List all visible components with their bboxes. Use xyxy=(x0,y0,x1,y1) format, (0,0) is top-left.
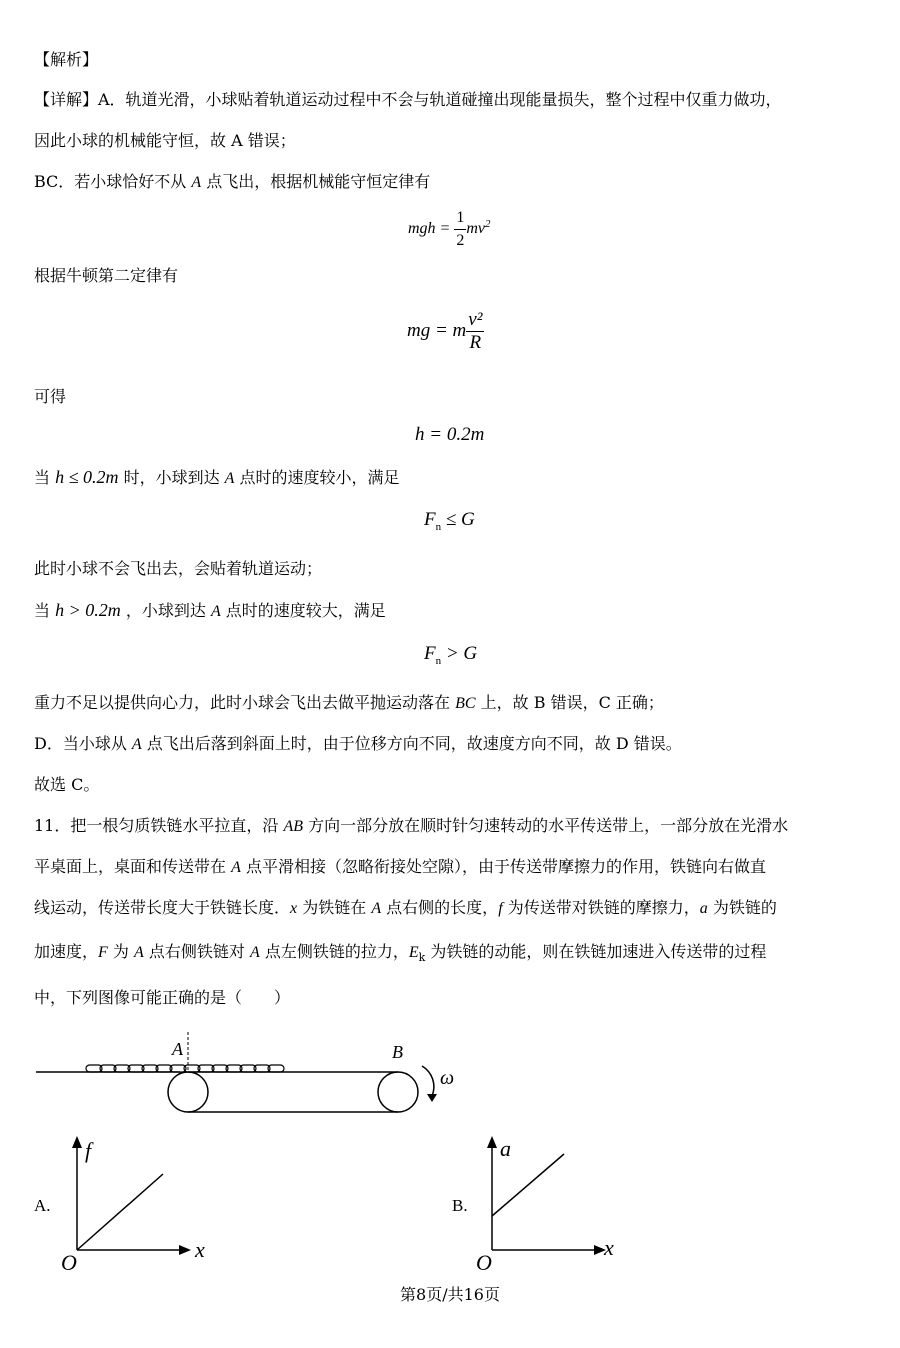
option-b-ylabel: a xyxy=(500,1136,511,1161)
when2-post: 点时的速度较大，满足 xyxy=(220,601,386,620)
rotation-arrow-icon xyxy=(422,1066,434,1096)
q11-l3-x: x xyxy=(290,900,298,917)
diagram-label-a: A xyxy=(172,1039,183,1059)
q11-line-5: 中，下列图像可能正确的是（ ） xyxy=(34,988,291,1007)
q11-l4-F: F xyxy=(98,944,108,961)
bc-point-a: A xyxy=(191,174,202,191)
q11-l1-ab: AB xyxy=(283,818,303,835)
detail-line-1: 【详解】A．轨道光滑，小球贴着轨道运动过程中不会与轨道碰撞出现能量损失，整个过程中仅重力做功， xyxy=(34,90,782,109)
q11-l4-post: 为铁链的动能，则在铁链加速进入传送带的过程 xyxy=(425,942,767,961)
q11-line-3 xyxy=(34,896,777,921)
left-pulley xyxy=(168,1072,208,1112)
when1-post: 点时的速度较小，满足 xyxy=(234,468,400,487)
eq2-num: v² xyxy=(468,309,483,330)
q11-l2-a: A xyxy=(231,859,241,876)
option-a-xlabel: x xyxy=(195,1237,205,1262)
eq4-rel: ≤ G xyxy=(441,509,475,530)
eq4-f: F xyxy=(424,509,436,530)
when1-point-a: A xyxy=(224,470,235,487)
gravity-pre: 重力不足以提供向心力，此时小球会飞出去做平抛运动落在 xyxy=(34,693,456,712)
q11-l3-f: f xyxy=(498,900,503,917)
option-b-xlabel: x xyxy=(604,1235,614,1260)
equation-h-result: h = 0.2m xyxy=(415,424,485,445)
q11-line-2 xyxy=(34,855,766,880)
option-b-origin: O xyxy=(476,1250,492,1274)
option-a-letter: A. xyxy=(34,1196,51,1215)
conveyor-diagram xyxy=(30,1030,470,1120)
option-a-graph xyxy=(55,1132,225,1274)
when2-mid: ，小球到达 xyxy=(120,601,211,620)
page-footer: 第8页/共16页 xyxy=(400,1285,500,1304)
when-high-line xyxy=(34,598,386,624)
q11-l4-pre: 加速度， xyxy=(34,942,99,961)
option-a-line xyxy=(77,1174,163,1250)
not-fly-line: 此时小球不会飞出去，会贴着轨道运动； xyxy=(34,559,323,578)
eq4-sub: n xyxy=(435,520,442,533)
option-b-y-arrow-icon xyxy=(487,1136,497,1148)
gravity-post: 上，故 B 错误，C 正确； xyxy=(475,693,664,712)
eq1-left: mgh = xyxy=(408,220,455,238)
q11-l3-post: 为铁链的 xyxy=(707,898,777,917)
bc-text-post: 点飞出，根据机械能守恒定律有 xyxy=(201,172,431,191)
eq1-right: mv xyxy=(466,220,486,238)
q11-l3-pre: 线运动，传送带长度大于铁链长度． xyxy=(34,898,291,917)
equation-fn-le-g xyxy=(424,509,475,533)
option-b-letter: B. xyxy=(452,1196,468,1215)
q11-l4-mid3: 点左侧铁链的拉力， xyxy=(259,942,409,961)
option-b-graph xyxy=(472,1132,642,1274)
when-low-line xyxy=(34,465,400,491)
q11-l4-E: E xyxy=(408,944,419,961)
d-post: 点飞出后落到斜面上时，由于位移方向不同，故速度方向不同，故 D 错误。 xyxy=(141,734,682,753)
option-a-ylabel: f xyxy=(85,1138,92,1163)
when1-pre: 当 xyxy=(34,468,56,487)
option-b-line xyxy=(492,1154,564,1216)
gravity-bc: BC xyxy=(455,695,476,712)
q11-l4-a1: A xyxy=(133,944,144,961)
q11-l2-pre: 平桌面上，桌面和传送带在 xyxy=(34,857,232,876)
option-a-origin: O xyxy=(61,1250,77,1274)
bc-text-pre: BC．若小球恰好不从 xyxy=(34,172,192,191)
q11-l1-post: 方向一部分放在顺时针匀速转动的水平传送带上，一部分放在光滑水 xyxy=(303,816,789,835)
detail-line-2: 因此小球的机械能守恒，故 A 错误； xyxy=(34,131,296,150)
option-d-line xyxy=(34,732,682,757)
q11-l3-a: A xyxy=(371,900,382,917)
eq1-sup: 2 xyxy=(485,217,491,230)
gravity-line xyxy=(34,691,664,716)
diagram-label-omega: ω xyxy=(440,1067,455,1089)
when1-math: h ≤ 0.2m xyxy=(55,467,119,487)
eq2-den: R xyxy=(469,332,482,353)
q11-l4-a2: A xyxy=(249,944,260,961)
conveyor-belt xyxy=(168,1072,418,1112)
eq1-num: 1 xyxy=(454,207,466,230)
analysis-header: 【解析】 xyxy=(34,50,99,69)
answer-line: 故选 C。 xyxy=(34,775,100,794)
when1-mid: 时，小球到达 xyxy=(118,468,225,487)
bc-intro-line xyxy=(34,170,430,195)
when2-math: h > 0.2m xyxy=(55,600,121,620)
eq5-rel: > G xyxy=(441,643,478,664)
rotation-arrowhead-icon xyxy=(427,1094,437,1102)
eq2-fraction xyxy=(466,309,484,354)
d-pre: D．当小球从 xyxy=(34,734,132,753)
q11-l4-Esub: k xyxy=(418,951,426,965)
q11-l3-mid3: 为传送带对铁链的摩擦力， xyxy=(502,898,700,917)
newton-line: 根据牛顿第二定律有 xyxy=(34,266,179,285)
equation-fn-gt-g xyxy=(424,643,477,667)
eq1-den: 2 xyxy=(456,232,465,249)
when2-point-a: A xyxy=(210,603,221,620)
q11-line-1 xyxy=(34,814,788,839)
when2-pre: 当 xyxy=(34,601,56,620)
diagram-label-b: B xyxy=(392,1042,403,1062)
q11-l3-mid2: 点右侧的长度， xyxy=(381,898,499,917)
q11-l3-mid: 为铁链在 xyxy=(297,898,372,917)
q11-l3-acc: a xyxy=(699,900,708,917)
equation-energy xyxy=(408,207,491,252)
iron-chain xyxy=(86,1065,284,1072)
eq5-f: F xyxy=(424,643,436,664)
option-a-x-arrow-icon xyxy=(179,1245,191,1255)
q11-l4-mid2: 点右侧铁链对 xyxy=(143,942,250,961)
q11-line-4 xyxy=(34,940,766,970)
eq5-sub: n xyxy=(435,654,442,667)
right-pulley xyxy=(378,1072,418,1112)
d-point-a: A xyxy=(131,736,142,753)
option-a-y-arrow-icon xyxy=(72,1136,82,1148)
kede-line: 可得 xyxy=(34,387,67,406)
eq1-fraction xyxy=(454,207,466,252)
equation-newton xyxy=(407,309,484,354)
q11-l2-post: 点平滑相接（忽略衔接处空隙），由于传送带摩擦力的作用，铁链向右做直 xyxy=(240,857,766,876)
q11-l4-mid: 为 xyxy=(107,942,134,961)
eq2-left: mg = m xyxy=(407,319,467,341)
q11-l1-pre: 11．把一根匀质铁链水平拉直，沿 xyxy=(34,816,284,835)
